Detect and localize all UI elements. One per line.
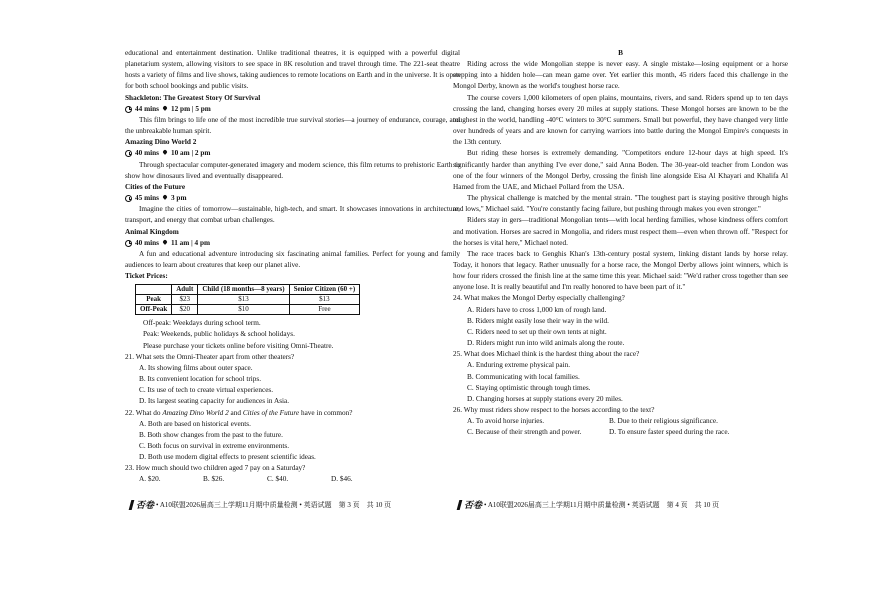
answer-option: D. $46. <box>331 475 353 484</box>
answer-option: B. Communicating with local families. <box>467 372 580 381</box>
answer-option: A. Enduring extreme physical pain. <box>467 361 571 370</box>
film-title: Cities of the Future <box>125 182 186 191</box>
table-cell: $23 <box>172 295 198 305</box>
answer-option: D. To ensure faster speed during the race. <box>609 428 730 437</box>
footer-logo: 否卷 <box>136 500 155 510</box>
answer-option: A. Both are based on historical events. <box>139 419 251 428</box>
answer-option: A. $20. <box>139 475 161 484</box>
film-title: Shackleton: The Greatest Story Of Survival <box>125 93 261 102</box>
answer-option: C. Both focus on survival in extreme environments. <box>139 442 290 450</box>
passage-paragraph: The physical challenge is matched by the mental strain. "The toughest part is staying positive through highs and lows," Michael said. "You're constantly facing failure, but pushing through makes you even stronger." <box>453 194 788 214</box>
answer-option: A. Riders have to cross 1,000 km of rough land. <box>467 305 607 314</box>
table-cell: Peak <box>136 295 172 305</box>
film-description: Through spectacular computer-generated imagery and modern science, this film returns to prehistoric Earth to show how dinosaurs lived and eventually disappeared. <box>125 160 460 180</box>
footer-text: • A10联盟2026届高三上学期11月期中质量检测 • 英语试题 第 3 页 共 10 页 <box>156 500 392 509</box>
answer-options-row <box>453 427 788 438</box>
answer-options-row <box>453 416 788 427</box>
question-stem: 23. How much should two children aged 7 pay on a Saturday? <box>125 464 306 473</box>
film-description: A fun and educational adventure introducing six fascinating animal families. Perfect for young and family audiences to learn about creatures that keep our planet alive. <box>125 249 460 269</box>
ticket-note: Peak: Weekends, public holidays & school holidays. <box>143 330 295 339</box>
question-stem <box>125 408 460 419</box>
table-cell: $10 <box>198 305 289 315</box>
film-reference: Amazing Dino World 2 <box>162 408 229 417</box>
film-times: 10 am | 2 pm <box>170 149 211 158</box>
answer-option: C. Staying optimistic through tough times. <box>467 383 591 392</box>
answer-option: A. Its showing films about outer space. <box>139 363 253 372</box>
passage-paragraph: Riding across the wide Mongolian steppe is never easy. A single mistake—losing equipment or a horse stepping into a hidden hole—can mean game over. Yet earlier this month, 45 riders faced this challenge in the Mongol Derby, known as the world's toughest horse race. <box>453 60 788 91</box>
film-duration: 44 mins <box>135 104 159 113</box>
footer-text: • A10联盟2026届高三上学期11月期中质量检测 • 英语试题 第 4 页 共 10 页 <box>484 500 720 509</box>
answer-option: C. Riders need to set up their own tents at night. <box>467 327 607 336</box>
passage-paragraph: Riders stay in gers—traditional Mongolian tents—with local herding families, whose kindness offers comfort and motivation. Horses are sacred in Mongolia, and riders must respect them—even when thrown off. "Respect for the horses is vital here," Michael noted. <box>453 216 788 247</box>
answer-option: B. $26. <box>203 475 225 484</box>
table-cell: $13 <box>198 295 289 305</box>
film-times: 12 pm | 5 pm <box>170 104 211 113</box>
passage-paragraph: The course covers 1,000 kilometers of open plains, mountains, rivers, and sand. Riders spend up to ten days crossing the land, changing horses every 20 miles at supply stations. These Mongol horses are known to be the toughest in the world, handling -40°C winters to 30°C summers. Small but powerful, they have changed very little over hundreds of years and are known for carrying warriors into battle during the Mongol Empire's conquests in the 13th century. <box>453 93 788 147</box>
answer-option: D. Both use modern digital effects to present scientific ideas. <box>139 453 316 462</box>
table-cell: $20 <box>172 305 198 315</box>
answer-options-row <box>125 474 460 485</box>
answer-option: A. To avoid horse injuries. <box>467 417 545 426</box>
table-cell: Free <box>289 305 360 315</box>
question-stem: 21. What sets the Omni-Theater apart from other theaters? <box>125 352 295 361</box>
pin-icon <box>162 240 168 247</box>
ticket-prices-heading: Ticket Prices: <box>125 272 168 281</box>
ticket-price-table <box>135 284 360 315</box>
pin-icon <box>162 106 168 113</box>
passage-paragraph: But riding these horses is extremely demanding. "Competitors endure 12-hour days at high speed. It's significantly harder than anything I've ever done," said Anna Boden. The 30-year-old teacher from London was one of the four winners of the Mongol Derby, crossing the finish line alongside Eisa Al Khayari and Khalifa Al Hamed from the UAE, and Michael Pollard from the USA. <box>453 149 788 191</box>
page-footer <box>130 498 391 511</box>
table-row <box>136 305 360 315</box>
answer-option: C. Its use of tech to create virtual experiences. <box>139 386 274 395</box>
clock-icon <box>125 240 132 247</box>
film-duration: 45 mins <box>135 194 159 203</box>
table-row <box>136 295 360 305</box>
question-text: and <box>228 408 243 417</box>
ticket-note: Please purchase your tickets online before visiting Omni-Theatre. <box>143 341 334 350</box>
table-header-cell: Senior Citizen (60 +) <box>289 285 360 295</box>
clock-icon <box>125 150 132 157</box>
intro-paragraph: educational and entertainment destination. Unlike traditional theatres, it is equipped with a powerful digital planetarium system, allowing visitors to see space in 8K resolution and travel through time. The 221-seat theatre hosts a variety of films and live shows, taking audiences to remote locations on Earth and in the universe. It is open for both school bookings and public visits. <box>125 49 460 91</box>
footer-logo: 否卷 <box>464 500 483 510</box>
answer-option: B. Both show changes from the past to the future. <box>139 430 283 439</box>
section-label: B <box>618 49 623 57</box>
film-schedule <box>125 238 460 249</box>
answer-option: D. Riders might run into wild animals along the route. <box>467 339 625 348</box>
table-header-row <box>136 285 360 295</box>
film-schedule <box>125 104 460 115</box>
page-footer <box>458 498 719 511</box>
answer-option: B. Its convenient location for school trips. <box>139 375 262 384</box>
left-page <box>125 48 460 486</box>
film-schedule <box>125 193 460 204</box>
table-cell: $13 <box>289 295 360 305</box>
logo-mark-icon <box>129 500 135 510</box>
pin-icon <box>162 150 168 157</box>
table-header-cell: Child (18 months—8 years) <box>198 285 289 295</box>
answer-option: B. Due to their religious significance. <box>609 417 718 426</box>
ticket-note: Off-peak: Weekdays during school term. <box>143 319 261 328</box>
logo-mark-icon <box>457 500 463 510</box>
film-title: Amazing Dino World 2 <box>125 138 197 147</box>
clock-icon <box>125 195 132 202</box>
answer-option: D. Changing horses at supply stations every 20 miles. <box>467 394 623 403</box>
clock-icon <box>125 106 132 113</box>
pin-icon <box>162 195 168 202</box>
film-duration: 40 mins <box>135 238 159 247</box>
question-stem: 24. What makes the Mongol Derby especially challenging? <box>453 294 625 303</box>
passage-paragraph: The race traces back to Genghis Khan's 13th-century postal system, linking distant lands by horse relay. Today, it honors that legacy. Rather unusually for a horse race, the Mongol Derby allows joint winners, which is how four riders crossed the finish line at the same time this year. Michael said: "We'd rather cross together than see anyone lose. It is really beautiful and I'm really honored to have been part of it." <box>453 249 788 292</box>
answer-option: C. $40. <box>267 475 289 484</box>
table-header-cell: Adult <box>172 285 198 295</box>
question-stem: 26. Why must riders show respect to the horses according to the text? <box>453 406 655 414</box>
film-description: Imagine the cities of tomorrow—sustainable, high-tech, and smart. It showcases innovations in architecture, transport, and energy that combat urban challenges. <box>125 205 460 225</box>
film-duration: 40 mins <box>135 149 159 158</box>
film-reference: Cities of the Future <box>242 408 300 417</box>
answer-option: B. Riders might easily lose their way in the wild. <box>467 316 609 325</box>
question-text: 22. What do <box>125 408 163 417</box>
answer-option: D. Its largest seating capacity for audiences in Asia. <box>139 397 290 406</box>
film-times: 11 am | 4 pm <box>170 238 211 247</box>
film-times: 3 pm <box>170 194 187 203</box>
table-cell: Off-Peak <box>136 305 172 315</box>
answer-option: C. Because of their strength and power. <box>467 428 582 437</box>
right-page <box>453 48 788 438</box>
question-text: have in common? <box>299 408 353 417</box>
film-description: This film brings to life one of the most incredible true survival stories—a journey of endurance, courage, and the unbreakable human spirit. <box>125 115 460 136</box>
question-stem: 25. What does Michael think is the hardest thing about the race? <box>453 350 640 359</box>
film-title: Animal Kingdom <box>125 227 179 236</box>
film-schedule <box>125 148 460 159</box>
table-header-cell <box>136 285 172 295</box>
